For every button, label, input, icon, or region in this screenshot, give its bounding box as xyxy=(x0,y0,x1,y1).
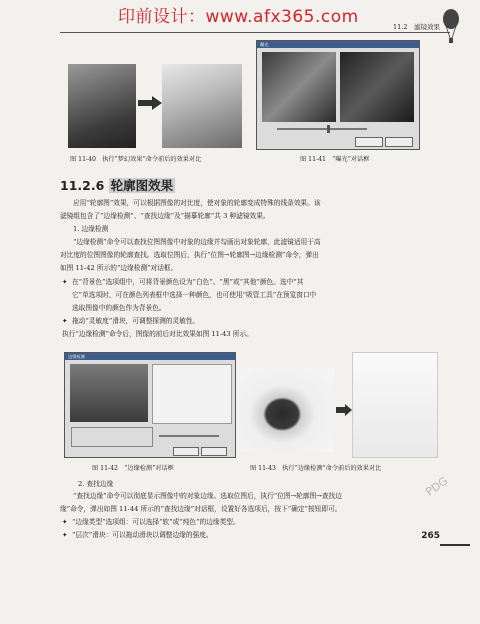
preview-after xyxy=(152,364,232,424)
dialog-title: 边缘检测 xyxy=(68,354,85,359)
section-number: 11.2.6 xyxy=(60,178,105,193)
running-header: 11.2 滤镜效果 xyxy=(393,23,440,31)
coffee-photo-before xyxy=(240,368,334,452)
bullet-icon: ✦ xyxy=(62,317,68,325)
bullet-continuation: 选取图像中的颜色作为背景色。 xyxy=(72,304,166,312)
cancel-button[interactable] xyxy=(201,447,227,456)
exposure-dialog-figure xyxy=(256,40,420,150)
edge-detect-dialog-figure xyxy=(64,352,236,458)
page-number: 265 xyxy=(421,531,440,541)
ok-button[interactable] xyxy=(355,137,383,147)
dialog-title: 曝光 xyxy=(260,42,269,47)
bullet-icon: ✦ xyxy=(62,518,68,526)
paragraph: “查找边缘”命令可以彻底显示图像中的对象边缘。选取位图后，执行“位图→轮廓图→查找边 xyxy=(73,492,342,500)
preview-before xyxy=(262,52,336,122)
section-title: 轮廓图效果 xyxy=(110,178,174,193)
bullet-item: ✦ 在“背景色”选项组中，可将背景颜色设为“白色”、“黑”或“其他”颜色。选中“其 xyxy=(72,276,432,289)
dog-photo-before xyxy=(68,64,136,148)
figure-caption: 图 11-41 “曝光”对话框 xyxy=(300,156,370,163)
background-color-group xyxy=(71,427,153,447)
balloon-icon xyxy=(442,8,460,46)
bullet-icon: ✦ xyxy=(62,531,68,539)
slider-track[interactable] xyxy=(277,128,367,130)
cancel-button[interactable] xyxy=(385,137,413,147)
slider-handle[interactable] xyxy=(327,125,330,133)
paragraph: 执行“边缘检测”命令后，图像的前后对比效果如图 11-43 所示。 xyxy=(62,330,253,338)
preview-after xyxy=(340,52,414,122)
paragraph: “边缘检测”命令可以查找位图图像中对象的边缘并勾画出对象轮廓，此滤镜适用于高 xyxy=(73,238,321,246)
subheading: 2. 查找边缘 xyxy=(78,480,114,488)
paragraph: 如图 11-42 所示的“边缘检测”对话框。 xyxy=(60,264,178,272)
bullet-item: ✦ “层次”滑块：可以拖动滑块以调整边缘的强度。 xyxy=(72,529,432,542)
watermark-text: 印前设计：www.afx365.com xyxy=(118,7,359,27)
ok-button[interactable] xyxy=(173,447,199,456)
arrow-right-icon xyxy=(138,96,162,110)
paragraph: 对比度的位图图像的轮廓查找。选取位图后，执行“位图→轮廓图→边缘检测”命令，弹出 xyxy=(60,251,319,259)
header-rule xyxy=(60,32,450,33)
subheading: 1. 边缘检测 xyxy=(73,225,109,233)
figure-caption: 图 11-43 执行“边缘检测”命令前后的效果对比 xyxy=(250,465,382,472)
bullet-item: ✦ “边缘类型”选项组：可以选择“软”或“纯色”的边缘类型。 xyxy=(72,516,432,529)
pdg-watermark: PDG xyxy=(423,474,451,499)
bullet-icon: ✦ xyxy=(62,278,68,286)
paragraph: 应用“轮廓图”效果，可以根据图像的对比度，使对象的轮廓变成特殊的线条效果。该 xyxy=(73,199,321,207)
figure-caption: 图 11-42 “边缘检测”对话框 xyxy=(92,465,174,472)
page-number-rule xyxy=(440,544,470,546)
paragraph: 缘”命令，弹出如图 11-44 所示的“查找边缘”对话框，设置好各选项后，按下“确定”按钮即可。 xyxy=(60,505,342,513)
arrow-right-icon xyxy=(336,404,352,416)
dog-photo-after xyxy=(162,64,242,148)
bullet-item: ✦ 拖动“灵敏度”滑块，可调整探测的灵敏性。 xyxy=(72,315,432,328)
sensitivity-slider[interactable] xyxy=(159,435,219,437)
paragraph: 滤镜组包含了“边缘检测”、“查找边缘”及“描摹轮廓”共 3 种滤镜效果。 xyxy=(60,212,270,220)
bullet-continuation: 它”单选项时，可在颜色列表框中选择一种颜色，也可使用“吸管工具”在预览窗口中 xyxy=(72,291,317,299)
figure-caption: 图 11-40 执行“梦幻效果”命令前后的效果对比 xyxy=(70,156,202,163)
section-heading xyxy=(60,176,175,194)
preview-before xyxy=(70,364,148,422)
coffee-photo-after xyxy=(352,352,438,458)
